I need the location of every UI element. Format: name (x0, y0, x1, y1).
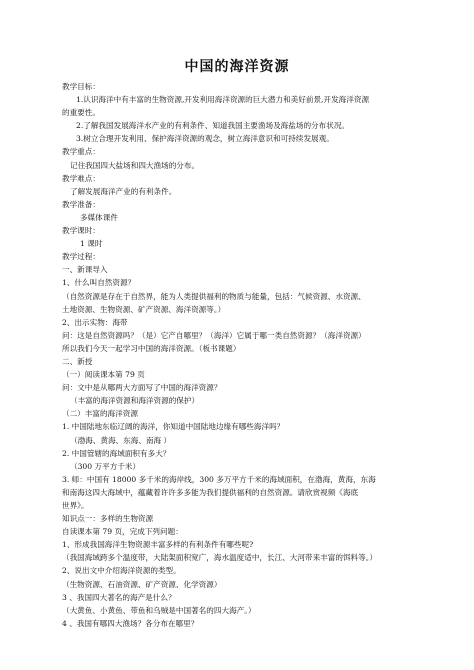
body-line: 1、什么叫自然资源？ (62, 278, 136, 288)
body-line: 2、说出文中介绍海洋资源的类型。 (62, 566, 181, 576)
body-line: （二）丰富的海洋资源 (62, 409, 138, 419)
body-line: 2、出示实物：海带 (62, 317, 128, 327)
body-line: （一）阅读课本第 79 页 (62, 370, 145, 380)
body-line: 问：这是自然资源吗？（是）它产自哪里？（海洋）它属于哪一类自然资源？（海洋资源） (62, 330, 366, 340)
body-line: 1、形成我国海洋生物资源丰富多样的有利条件有哪些呢? (62, 540, 254, 550)
body-line: 二、新授 (62, 356, 93, 366)
body-line: 知识点一：多样的生物资源 (62, 514, 154, 524)
body-line: （生物资源、石油资源、矿产资源、化学资源） (62, 579, 222, 589)
body-line: 的重要性。 (62, 108, 100, 118)
body-line: 世界》。 (62, 501, 89, 510)
body-line: 了解发展海洋产业的有利条件。 (70, 186, 177, 196)
body-line: 1.认识海洋中有丰富的生物资源,开发利用海洋资源的巨大潜力和美好前景,开发海洋资源 (76, 95, 370, 105)
body-line: 多媒体课件 (80, 212, 118, 222)
body-line: （我国海域跨多个温度带，大陆架面积宽广，海水温度适中，长江、大河带来丰富的饵料等。） (62, 553, 378, 563)
body-line: 土地资源、生物资源、矿产资源、海洋资源等。） (62, 304, 226, 314)
body-line: 3.树立合理开发利用、保护海洋资源的观念，树立海洋意识和可持续发展观。 (76, 134, 334, 144)
body-line: 所以我们今天一起学习中国的海洋资源。（板书课题） (62, 343, 241, 353)
body-line: （丰富的海洋资源和海洋资源的保护） (70, 396, 200, 406)
body-line: 教学过程： (62, 252, 100, 262)
body-line: （渤海、黄海、东海、南海 ） (70, 435, 172, 445)
body-line: 一、新课导入 (62, 265, 108, 275)
body-line: 3 、我国四大著名的海产是什么？ (62, 592, 176, 602)
body-line: 教学重点： (62, 147, 100, 157)
body-line: 教学目标： (62, 82, 100, 91)
body-line: 1. 中国陆地东临辽阔的海洋，你知道中国陆地边缘有哪些海洋吗？ (62, 422, 285, 432)
document-body (62, 80, 412, 630)
body-line: （自然资源是存在于自然界，能为人类提供福利的物质与能量，包括：气候资源、水资源、 (62, 291, 366, 301)
body-line: 记住我国四大盐场和四大渔场的分布。 (70, 160, 200, 170)
document-title: 中国的海洋资源 (184, 59, 290, 75)
body-line: 2.了解我国发展海洋水产业的有利条件、知道我国主要渔场及海盐场的分布状况。 (76, 121, 350, 131)
body-line: 和南海这四大海域中，蕴藏着许许多多能为我们提供福利的自然资源。请欣赏视频《海底 (62, 487, 359, 497)
body-line: （300 万平方千米） (70, 461, 141, 471)
body-line: 教学难点： (62, 173, 100, 183)
body-line: 教学准备： (62, 199, 100, 209)
body-line: 教学课时： (62, 226, 100, 236)
body-line: 1 课时 (80, 239, 103, 249)
body-line: 问：文中是从哪两大方面写了中国的海洋资源？ (62, 383, 222, 393)
body-line: （大黄鱼、小黄鱼、带鱼和乌贼是中国著名的四大海产。） (62, 605, 256, 615)
body-line: 3. 师：中国有 18000 多千米的海岸线，300 多万平方千米的海域面积，在渤海，黄海，东海 (62, 474, 376, 484)
body-line: 4 、我国有哪四大渔场？各分布在哪里？ (62, 618, 199, 628)
body-line: 2. 中国管辖的海域面积有多大？ (62, 448, 171, 458)
body-line: 自读课本第 79 页，完成下列问题： (62, 527, 183, 537)
